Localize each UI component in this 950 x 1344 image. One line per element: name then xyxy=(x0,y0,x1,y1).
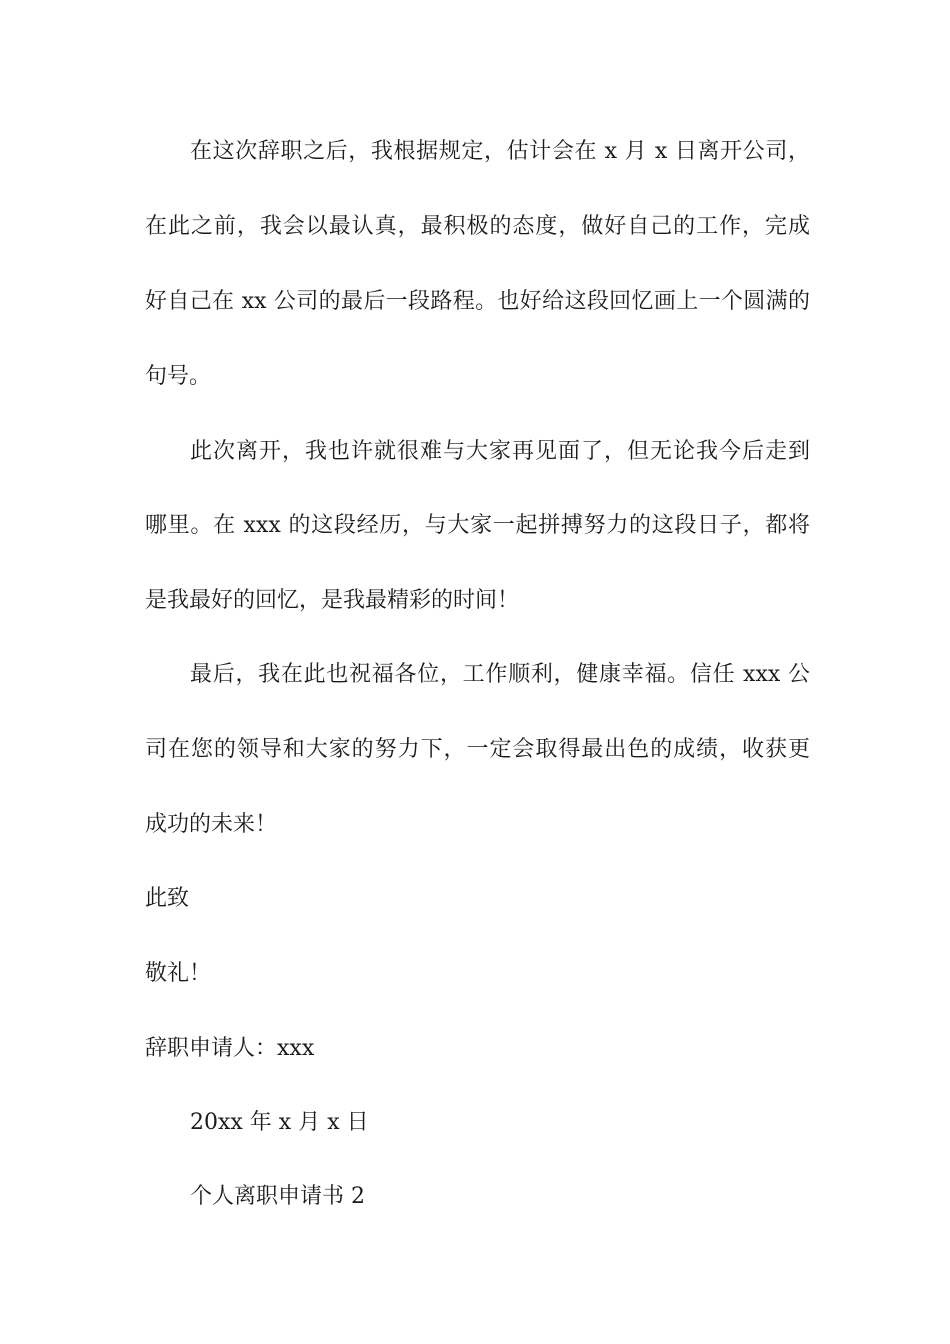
paragraph-2-line-1: 此次离开，我也许就很难与大家再见面了，但无论我今后走到 xyxy=(190,439,810,464)
signature: 辞职申请人：xxx xyxy=(145,1036,315,1061)
paragraph-1-line-4: 句号。 xyxy=(145,364,212,389)
paragraph-3-line-1: 最后，我在此也祝福各位，工作顺利，健康幸福。信任 xxx 公 xyxy=(190,662,810,687)
paragraph-1-line-2: 在此之前，我会以最认真，最积极的态度，做好自己的工作，完成 xyxy=(145,214,810,239)
closing-salute: 敬礼！ xyxy=(145,961,212,986)
date: 20xx 年 x 月 x 日 xyxy=(190,1110,369,1135)
paragraph-1-line-1: 在这次辞职之后，我根据规定，估计会在 x 月 x 日离开公司， xyxy=(190,139,810,164)
closing-greeting: 此致 xyxy=(145,886,190,911)
paragraph-3-line-3: 成功的未来！ xyxy=(145,812,278,837)
paragraph-1-line-3: 好自己在 xx 公司的最后一段路程。也好给这段回忆画上一个圆满的 xyxy=(145,289,810,314)
paragraph-2-line-2: 哪里。在 xxx 的这段经历，与大家一起拼搏努力的这段日子，都将 xyxy=(145,513,810,538)
paragraph-3-line-2: 司在您的领导和大家的努力下，一定会取得最出色的成绩，收获更 xyxy=(145,737,810,762)
paragraph-2-line-3: 是我最好的回忆，是我最精彩的时间！ xyxy=(145,588,520,613)
next-section-title: 个人离职申请书 2 xyxy=(190,1184,365,1209)
